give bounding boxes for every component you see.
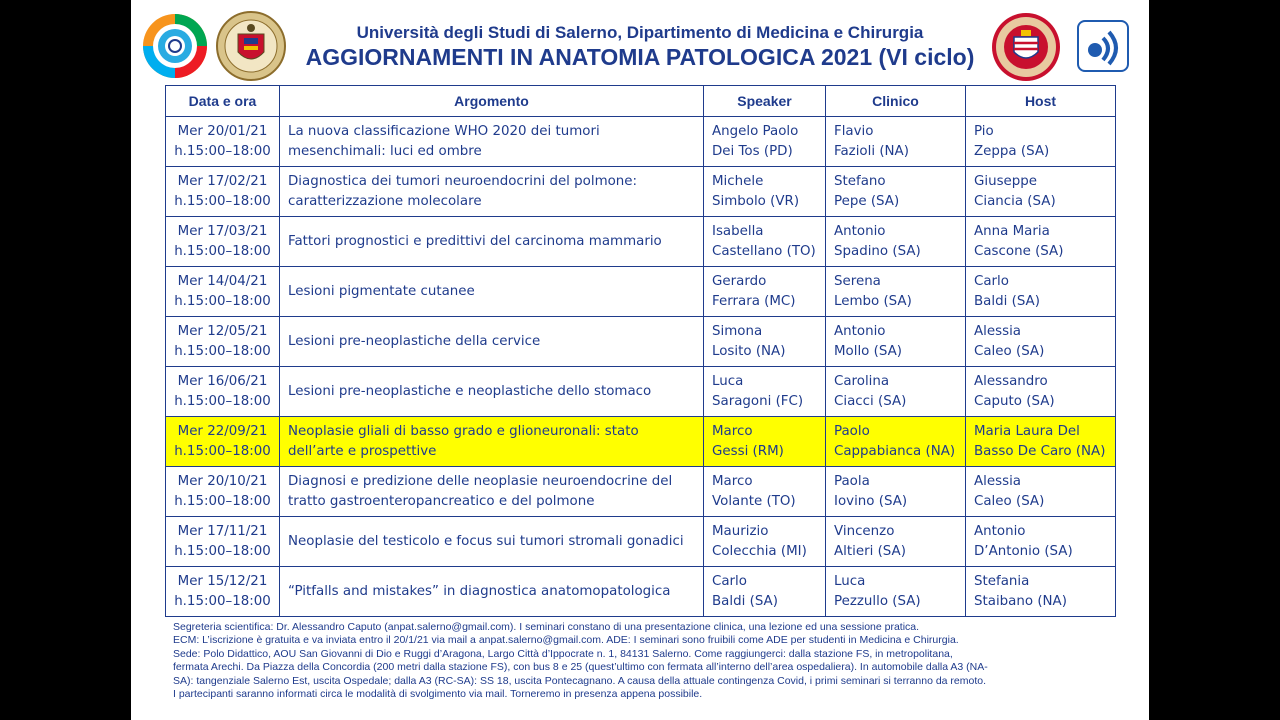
- cell-clinico: [826, 567, 966, 617]
- cell-host: [966, 167, 1116, 217]
- cell-host: [966, 567, 1116, 617]
- footer-line: Segreteria scientifica: Dr. Alessandro Caputo (anpat.salerno@gmail.com). I seminari constano di una presentazione clinica, una lezione ed una sessione pratica.: [173, 621, 920, 633]
- cell-topic-line: “Pitfalls and mistakes” in diagnostica anatomopatologica: [288, 583, 671, 599]
- cell-topic-line: mesenchimali: luci ed ombre: [288, 143, 482, 159]
- cell-speaker-line: Losito (NA): [712, 343, 786, 359]
- cell-speaker-line: Colecchia (MI): [712, 543, 807, 559]
- cell-date-line: Mer 17/03/21: [177, 223, 268, 239]
- cell-host-line: Caleo (SA): [974, 493, 1045, 509]
- cell-topic-line: Diagnostica dei tumori neuroendocrini del polmone:: [288, 173, 638, 189]
- cell-clinico-line: Mollo (SA): [834, 343, 902, 359]
- cell-speaker-line: Volante (TO): [712, 493, 796, 509]
- footer-line: fermata Arechi. Da Piazza della Concordia (200 metri dalla stazione FS), con bus 8 e 25 (quest’ultimo con fermata all’interno dell’area ospedaliera). In automobile dalla A3 (NA-: [173, 661, 988, 674]
- cell-topic: [280, 417, 704, 467]
- cell-host-line: Zeppa (SA): [974, 143, 1050, 159]
- cell-topic-line: tratto gastroenteropancreatico e del polmone: [288, 493, 595, 509]
- cell-date-line: h.15:00–18:00: [174, 593, 271, 609]
- footer-notes: [173, 621, 1133, 701]
- cell-clinico-line: Stefano: [834, 173, 886, 189]
- cell-date-line: Mer 17/02/21: [177, 173, 268, 189]
- cell-speaker-line: Maurizio: [712, 523, 769, 539]
- cell-host: [966, 417, 1116, 467]
- cell-date-line: h.15:00–18:00: [174, 193, 271, 209]
- cell-clinico: [826, 367, 966, 417]
- cell-date: [166, 567, 280, 617]
- cell-speaker-line: Carlo: [712, 573, 747, 589]
- table-row: [166, 467, 1116, 517]
- cell-speaker: [704, 167, 826, 217]
- cell-topic: [280, 367, 704, 417]
- cell-speaker: [704, 417, 826, 467]
- cell-host-line: Staibano (NA): [974, 593, 1067, 609]
- cell-host: [966, 217, 1116, 267]
- cell-host-line: Basso De Caro (NA): [974, 443, 1106, 459]
- cell-clinico-line: Flavio: [834, 123, 874, 139]
- cell-host-line: Anna Maria: [974, 223, 1050, 239]
- cell-topic-line: Neoplasie del testicolo e focus sui tumori stromali gonadici: [288, 533, 684, 549]
- cell-date: [166, 417, 280, 467]
- cell-speaker-line: Michele: [712, 173, 764, 189]
- cell-speaker: [704, 217, 826, 267]
- cell-date-line: h.15:00–18:00: [174, 493, 271, 509]
- cell-date-line: h.15:00–18:00: [174, 243, 271, 259]
- cell-speaker-line: Ferrara (MC): [712, 293, 796, 309]
- cell-host: [966, 267, 1116, 317]
- cell-topic: [280, 217, 704, 267]
- cell-host: [966, 517, 1116, 567]
- cell-host-line: Pio: [974, 123, 994, 139]
- column-header-speaker: Speaker: [704, 86, 826, 117]
- cell-topic-line: La nuova classificazione WHO 2020 dei tumori: [288, 123, 600, 139]
- footer-line: I partecipanti saranno informati circa le modalità di svolgimento via mail. Torneremo in presenza appena possibile.: [173, 688, 703, 701]
- cell-date-line: Mer 16/06/21: [177, 373, 268, 389]
- cell-clinico-line: Paolo: [834, 423, 870, 439]
- cell-date: [166, 517, 280, 567]
- cell-clinico: [826, 317, 966, 367]
- cell-speaker-line: Baldi (SA): [712, 593, 778, 609]
- cell-topic-line: Fattori prognostici e predittivi del carcinoma mammario: [288, 233, 662, 249]
- cell-topic: [280, 167, 704, 217]
- cell-date-line: h.15:00–18:00: [174, 143, 271, 159]
- cell-host-line: Giuseppe: [974, 173, 1038, 189]
- cell-clinico-line: Ciacci (SA): [834, 393, 907, 409]
- table-row: [166, 417, 1116, 467]
- cell-date-line: Mer 17/11/21: [177, 523, 268, 539]
- cell-date: [166, 267, 280, 317]
- cell-host-line: Alessandro: [974, 373, 1048, 389]
- cell-date-line: Mer 22/09/21: [177, 423, 268, 439]
- table-row: [166, 567, 1116, 617]
- slide: [131, 0, 1149, 720]
- cell-clinico-line: Lembo (SA): [834, 293, 912, 309]
- cell-date: [166, 467, 280, 517]
- cell-date-line: Mer 15/12/21: [177, 573, 268, 589]
- column-header-topic: Argomento: [280, 86, 704, 117]
- schedule-body: [166, 117, 1116, 617]
- cell-speaker-line: Simbolo (VR): [712, 193, 800, 209]
- cell-topic: [280, 267, 704, 317]
- cell-host-line: Antonio: [974, 523, 1026, 539]
- university-heading: Università degli Studi di Salerno, Dipartimento di Medicina e Chirurgia: [356, 23, 924, 42]
- column-header-date: Data e ora: [166, 86, 280, 117]
- cell-topic-line: Neoplasie gliali di basso grado e glioneuronali: stato: [288, 423, 639, 439]
- cell-speaker-line: Marco: [712, 423, 753, 439]
- cell-topic: [280, 117, 704, 167]
- cell-speaker-line: Marco: [712, 473, 753, 489]
- cell-host-line: Ciancia (SA): [974, 193, 1056, 209]
- cell-speaker: [704, 467, 826, 517]
- cell-date-line: h.15:00–18:00: [174, 543, 271, 559]
- cell-date: [166, 317, 280, 367]
- table-row: [166, 167, 1116, 217]
- cell-speaker-line: Angelo Paolo: [712, 123, 799, 139]
- cell-clinico: [826, 117, 966, 167]
- cell-date: [166, 117, 280, 167]
- table-row: [166, 267, 1116, 317]
- table-row: [166, 317, 1116, 367]
- cell-date-line: h.15:00–18:00: [174, 293, 271, 309]
- table-row: [166, 367, 1116, 417]
- cell-date-line: Mer 12/05/21: [177, 323, 268, 339]
- cell-host: [966, 117, 1116, 167]
- cell-speaker-line: Gerardo: [712, 273, 767, 289]
- cell-clinico-line: Antonio: [834, 223, 886, 239]
- cell-speaker-line: Saragoni (FC): [712, 393, 804, 409]
- cell-clinico: [826, 467, 966, 517]
- cell-host-line: Caputo (SA): [974, 393, 1055, 409]
- cell-clinico-line: Pezzullo (SA): [834, 593, 921, 609]
- cell-date: [166, 367, 280, 417]
- table-row: [166, 217, 1116, 267]
- cell-topic-line: Lesioni pre-neoplastiche della cervice: [288, 333, 541, 349]
- cell-host: [966, 467, 1116, 517]
- cell-date-line: Mer 20/10/21: [177, 473, 268, 489]
- cell-date-line: h.15:00–18:00: [174, 393, 271, 409]
- cell-date-line: h.15:00–18:00: [174, 443, 271, 459]
- cell-topic-line: caratterizzazione molecolare: [288, 193, 482, 209]
- cell-host-line: Stefania: [974, 573, 1030, 589]
- cell-speaker-line: Simona: [712, 323, 763, 339]
- cell-topic-line: Lesioni pre-neoplastiche e neoplastiche dello stomaco: [288, 383, 652, 399]
- cell-date: [166, 217, 280, 267]
- cell-host-line: Carlo: [974, 273, 1009, 289]
- column-header-host: Host: [966, 86, 1116, 117]
- cell-speaker-line: Isabella: [712, 223, 764, 239]
- cell-clinico-line: Pepe (SA): [834, 193, 900, 209]
- cell-speaker: [704, 267, 826, 317]
- cell-host: [966, 367, 1116, 417]
- cell-host-line: Caleo (SA): [974, 343, 1045, 359]
- column-header-clinico: Clinico: [826, 86, 966, 117]
- cell-host-line: D’Antonio (SA): [974, 543, 1073, 559]
- footer-line: Sede: Polo Didattico, AOU San Giovanni di Dio e Ruggi d’Aragona, Largo Città d’Ippocrate n. 1, 84131 Salerno. Come raggiungerci: dalla stazione FS, in metropolitana,: [173, 647, 953, 660]
- cell-speaker-line: Castellano (TO): [712, 243, 816, 259]
- cell-topic-line: Diagnosi e predizione delle neoplasie neuroendocrine del: [288, 473, 673, 489]
- cell-clinico: [826, 517, 966, 567]
- cell-topic: [280, 317, 704, 367]
- schedule-table: [165, 85, 1116, 617]
- cell-host-line: Maria Laura Del: [974, 423, 1080, 439]
- cell-clinico-line: Iovino (SA): [834, 493, 908, 509]
- cell-topic: [280, 467, 704, 517]
- cell-clinico-line: Spadino (SA): [834, 243, 921, 259]
- cell-clinico-line: Fazioli (NA): [834, 143, 909, 159]
- cell-speaker: [704, 517, 826, 567]
- cell-speaker: [704, 367, 826, 417]
- cell-date-line: Mer 20/01/21: [177, 123, 268, 139]
- cell-date-line: h.15:00–18:00: [174, 343, 271, 359]
- cell-speaker: [704, 117, 826, 167]
- table-row: [166, 517, 1116, 567]
- cell-clinico-line: Antonio: [834, 323, 886, 339]
- cell-clinico: [826, 267, 966, 317]
- cell-clinico-line: Luca: [834, 573, 866, 589]
- cell-speaker-line: Gessi (RM): [712, 443, 784, 459]
- cell-host: [966, 317, 1116, 367]
- table-header-row: [166, 86, 1116, 117]
- cell-clinico-line: Carolina: [834, 373, 890, 389]
- cell-clinico-line: Vincenzo: [834, 523, 895, 539]
- cell-clinico: [826, 417, 966, 467]
- cell-clinico: [826, 217, 966, 267]
- cell-host-line: Baldi (SA): [974, 293, 1040, 309]
- cell-speaker-line: Luca: [712, 373, 744, 389]
- cell-clinico-line: Cappabianca (NA): [834, 443, 956, 459]
- cell-clinico-line: Altieri (SA): [834, 543, 906, 559]
- page-title: AGGIORNAMENTI IN ANATOMIA PATOLOGICA 2021 (VI ciclo): [305, 44, 975, 70]
- cell-clinico: [826, 167, 966, 217]
- footer-line: ECM: L’iscrizione è gratuita e va inviata entro il 20/1/21 via mail a anpat.salerno@gmail.com. ADE: I seminari sono fruibili come ADE per studenti in Medicina e Chirurgia.: [173, 634, 959, 647]
- footer-line: SA): tangenziale Salerno Est, uscita Ospedale; dalla A3 (RC-SA): SS 18, uscita Pontecagnano. A causa della attuale contingenza Covid, i primi seminari si terranno da remoto.: [173, 674, 987, 687]
- cell-topic-line: Lesioni pigmentate cutanee: [288, 283, 475, 299]
- cell-date: [166, 167, 280, 217]
- table-row: [166, 117, 1116, 167]
- cell-topic-line: dell’arte e prospettive: [288, 443, 437, 459]
- cell-speaker: [704, 317, 826, 367]
- cell-host-line: Cascone (SA): [974, 243, 1064, 259]
- cell-topic: [280, 517, 704, 567]
- cell-clinico-line: Paola: [834, 473, 870, 489]
- cell-speaker: [704, 567, 826, 617]
- cell-speaker-line: Dei Tos (PD): [712, 143, 793, 159]
- cell-date-line: Mer 14/04/21: [177, 273, 268, 289]
- cell-host-line: Alessia: [974, 473, 1021, 489]
- cell-clinico-line: Serena: [834, 273, 881, 289]
- cell-topic: [280, 567, 704, 617]
- cell-host-line: Alessia: [974, 323, 1021, 339]
